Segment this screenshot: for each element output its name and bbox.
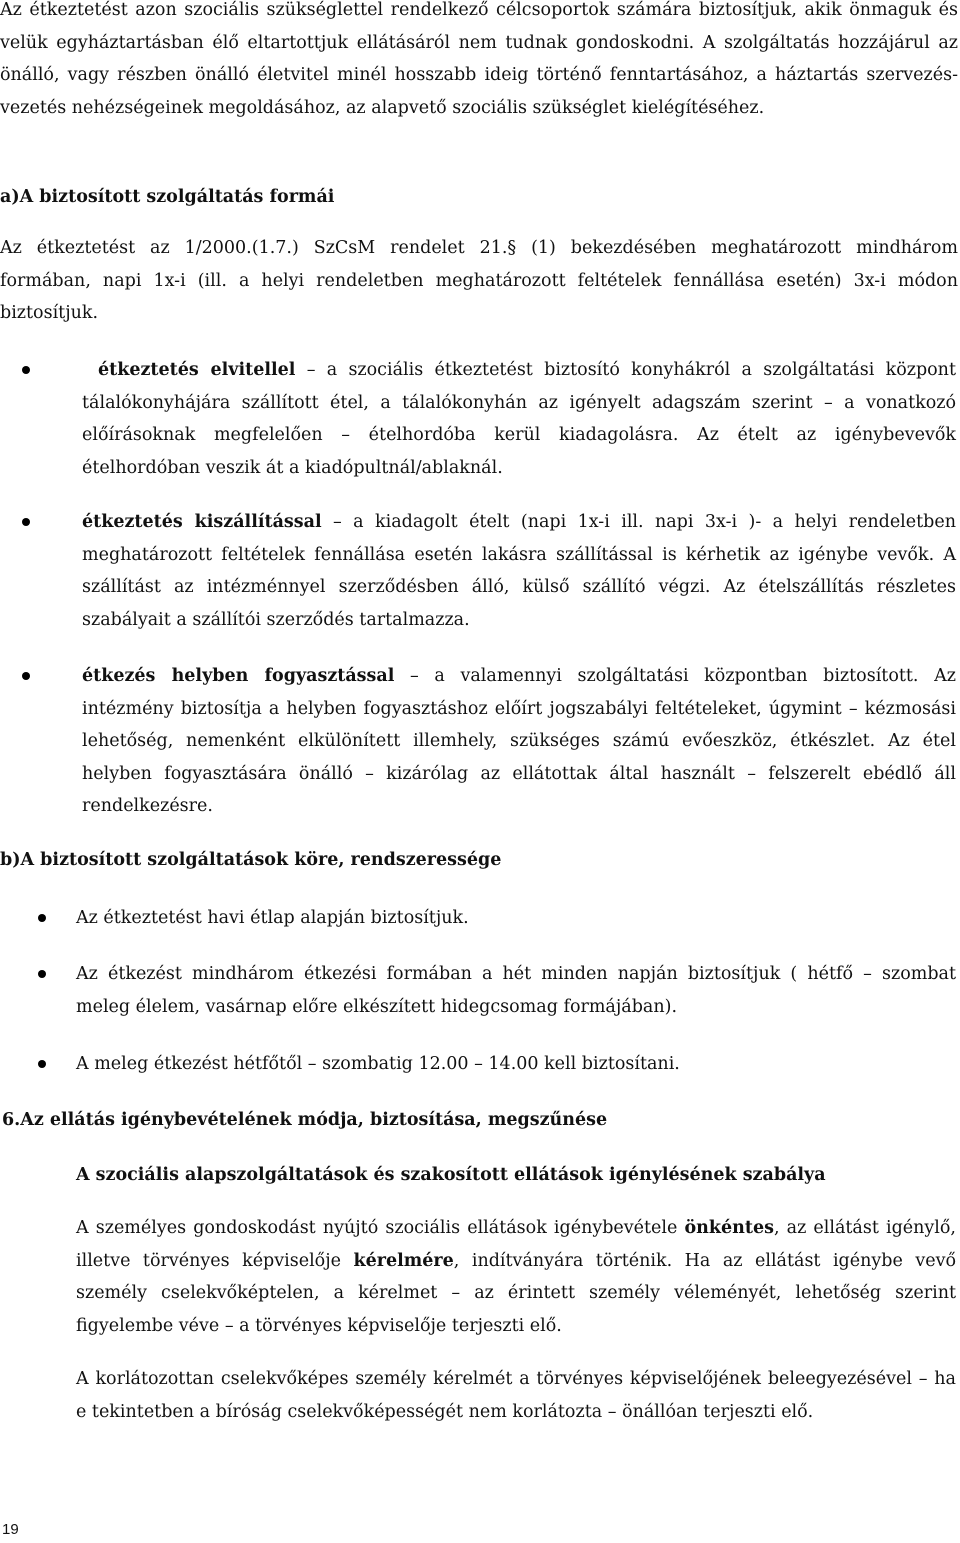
section-a-intro: Az étkeztetést az 1/2000.(1.7.) SzCsM rendelet 21.§ (1) bekezdésében meghatározott mindhárom formában, napi 1x-i (ill. a helyi rendeletben meghatározott feltételek fennállása esetén) 3x-i módon biztosítjuk.	[0, 238, 958, 323]
bullet-icon	[22, 672, 30, 680]
bullet-icon	[38, 1060, 46, 1068]
item-text: Az étkezést mindhárom étkezési formában a hét minden napján biztosítjuk ( hétfő – szombat meleg élelem, vasárnap előre elkészített hidegcsomag formájában).	[76, 964, 956, 1017]
text-run: A személyes gondoskodást nyújtó szociális ellátások igénybevétele	[76, 1218, 685, 1238]
section-a-heading: a)A biztosított szolgáltatás formái	[0, 187, 335, 207]
bullet-icon	[22, 518, 30, 526]
list-item	[82, 354, 956, 484]
list-item	[82, 506, 956, 636]
item-term: étkeztetés elvitellel	[98, 360, 296, 380]
item-text: – a kiadagolt ételt (napi 1x-i ill. napi 3x-i )- a helyi rendeletben meghatározott feltételek fennállása esetén lakásra szállítással is kérhetik az igénybe vevők. A szállítást az intézménnyel szerződésben álló, külső szállító végzi. Az ételszállítás részletes szabályait a szállítói szerződés tartalmazza.	[82, 512, 956, 630]
item-text: – a szociális étkeztetést biztosító konyhákról a szolgáltatási központ tálalókonyhájára szállított étel, a tálalókonyhán az igényelt adagszám szerint – a vonatkozó előírásoknak megfelelően – ételhordóba kerül kiadagolásra. Az ételt az igénybevevők ételhordóban veszik át a kiadópultnál/ablaknál.	[82, 360, 956, 478]
list-item	[76, 902, 956, 935]
emphasis-kerelmere: kérelmére	[353, 1250, 454, 1271]
section-6-subheading: A szociális alapszolgáltatások és szakosított ellátások igénylésének szabálya	[76, 1165, 826, 1185]
item-text: Az étkeztetést havi étlap alapján biztosítjuk.	[76, 908, 469, 928]
text-run: , az ellátást igénylő, illetve törvényes képviselője	[76, 1218, 956, 1271]
item-term: étkeztetés kiszállítással	[82, 512, 322, 532]
section-6-paragraph-2: A korlátozottan cselekvőképes személy kérelmét a törvényes képviselőjének beleegyezésével – ha e tekintetben a bíróság cselekvőképességét nem korlátozta – önállóan terjeszti elő.	[76, 1369, 956, 1422]
item-text: – a valamennyi szolgáltatási központban biztosított. Az intézmény biztosítja a helyben fogyasztáshoz előírt jogszabályi feltételeket, úgymint – kézmosási lehetőség, nemenként elkülönített illemhely, szükséges számú evőeszköz, étkészlet. Az étel helyben fogyasztására önálló – kizárólag az ellátottak által használt – felszerelt ebédlő áll rendelkezésre.	[82, 666, 956, 816]
list-item	[76, 958, 956, 1023]
bullet-icon	[38, 970, 46, 978]
section-b-heading: b)A biztosított szolgáltatások köre, rendszeressége	[0, 850, 502, 870]
bullet-icon	[22, 366, 30, 374]
item-text: A meleg étkezést hétfőtől – szombatig 12.00 – 14.00 kell biztosítani.	[76, 1054, 680, 1074]
list-item	[76, 1048, 956, 1081]
text-run: , indítványára történik. Ha az ellátást igénybe vevő személy cselekvőképtelen, a kérelmet – az érintett személy véleményét, lehetőség szerint figyelembe véve – a törvényes képviselője terjeszti elő.	[76, 1250, 956, 1336]
lead-paragraph: Az étkeztetést azon szociális szükséglettel rendelkező célcsoportok számára biztosítjuk, akik önmaguk és velük egyháztartásban élő eltartottjuk ellátásáról nem tudnak gondoskodni. A szolgáltatás hozzájárul az önálló, vagy részben önálló életvitel minél hosszabb ideig történő fenntartásához, a háztartás szervezés-vezetés nehézségeinek megoldásához, az alapvető szociális szükséglet kielégítéséhez.	[0, 0, 958, 118]
list-item	[82, 660, 956, 823]
emphasis-onkentes: önkéntes	[684, 1218, 774, 1238]
bullet-icon	[38, 914, 46, 922]
section-6-heading: 6.Az ellátás igénybevételének módja, biztosítása, megszűnése	[2, 1110, 608, 1130]
section-6-paragraph-1	[76, 1212, 956, 1342]
item-term: étkezés helyben fogyasztással	[82, 666, 395, 686]
page-number: 19	[2, 1521, 19, 1538]
